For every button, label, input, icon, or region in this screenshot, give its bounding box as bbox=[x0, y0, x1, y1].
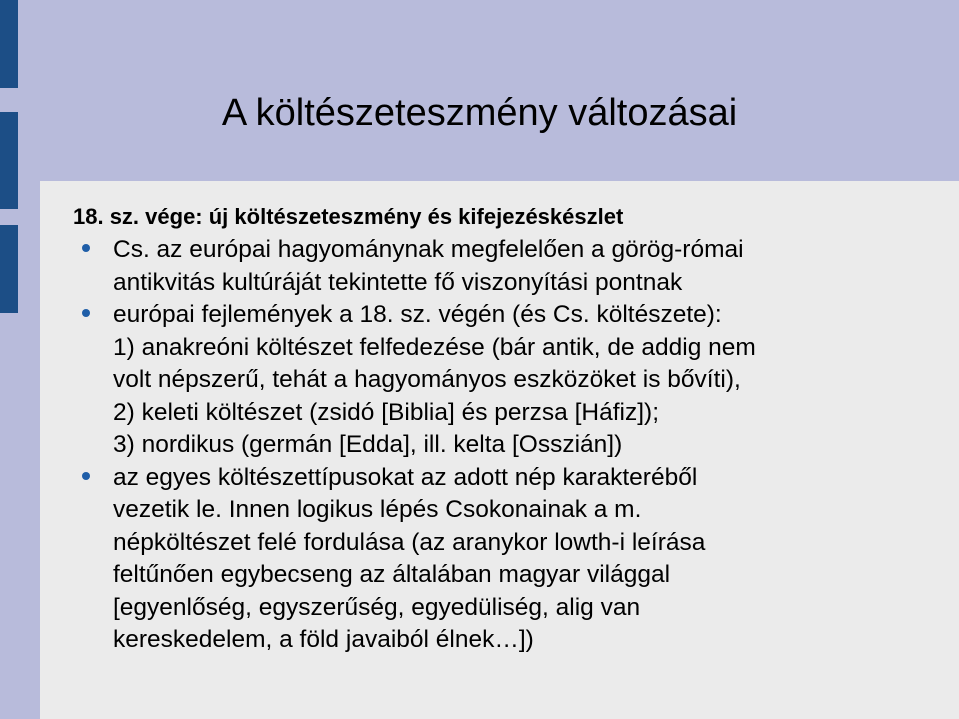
bullet-line: népköltészet felé fordulása (az aranykor lowth-i leírása bbox=[113, 528, 706, 556]
bullet-line: antikvitás kultúráját tekintette fő viszonyítási pontnak bbox=[113, 268, 683, 296]
bullet-item bbox=[73, 462, 933, 657]
bullet-icon bbox=[82, 472, 90, 480]
bullet-line: Cs. az európai hagyománynak megfelelően a görög-római bbox=[113, 236, 744, 263]
slide-title: A költészeteszmény változásai bbox=[221, 92, 738, 134]
bullet-line: európai fejlemények a 18. sz. végén (és Cs. költészete): bbox=[113, 301, 722, 328]
accent-bar-top bbox=[0, 0, 18, 88]
content-heading: 18. sz. vége: új költészeteszmény és kifejezéskészlet bbox=[73, 204, 624, 229]
bullet-icon bbox=[82, 309, 90, 317]
bullet-item bbox=[73, 234, 933, 299]
bullet-line: 2) keleti költészet (zsidó [Biblia] és perzsa [Háfiz]); bbox=[113, 398, 660, 426]
bullet-line: az egyes költészettípusokat az adott nép karakteréből bbox=[113, 463, 698, 491]
bullet-line: [egyenlőség, egyszerűség, egyedüliség, alig van bbox=[113, 593, 641, 621]
bullet-line: kereskedelem, a föld javaiból élnek…]) bbox=[113, 626, 534, 653]
bullet-line: 1) anakreóni költészet felfedezése (bár antik, de addig nem bbox=[113, 333, 756, 361]
accent-bar-bottom bbox=[0, 225, 18, 313]
bullet-line: vezetik le. Innen logikus lépés Csokonainak a m. bbox=[113, 496, 642, 523]
bullet-line: feltűnően egybecseng az általában magyar világgal bbox=[113, 561, 671, 588]
slide-content bbox=[73, 200, 933, 657]
bullet-item bbox=[73, 299, 933, 462]
bullet-icon bbox=[82, 244, 90, 252]
bullet-line: volt népszerű, tehát a hagyományos eszközöket is bővíti), bbox=[113, 366, 741, 393]
bullet-line: 3) nordikus (germán [Edda], ill. kelta [Osszián]) bbox=[113, 431, 623, 458]
